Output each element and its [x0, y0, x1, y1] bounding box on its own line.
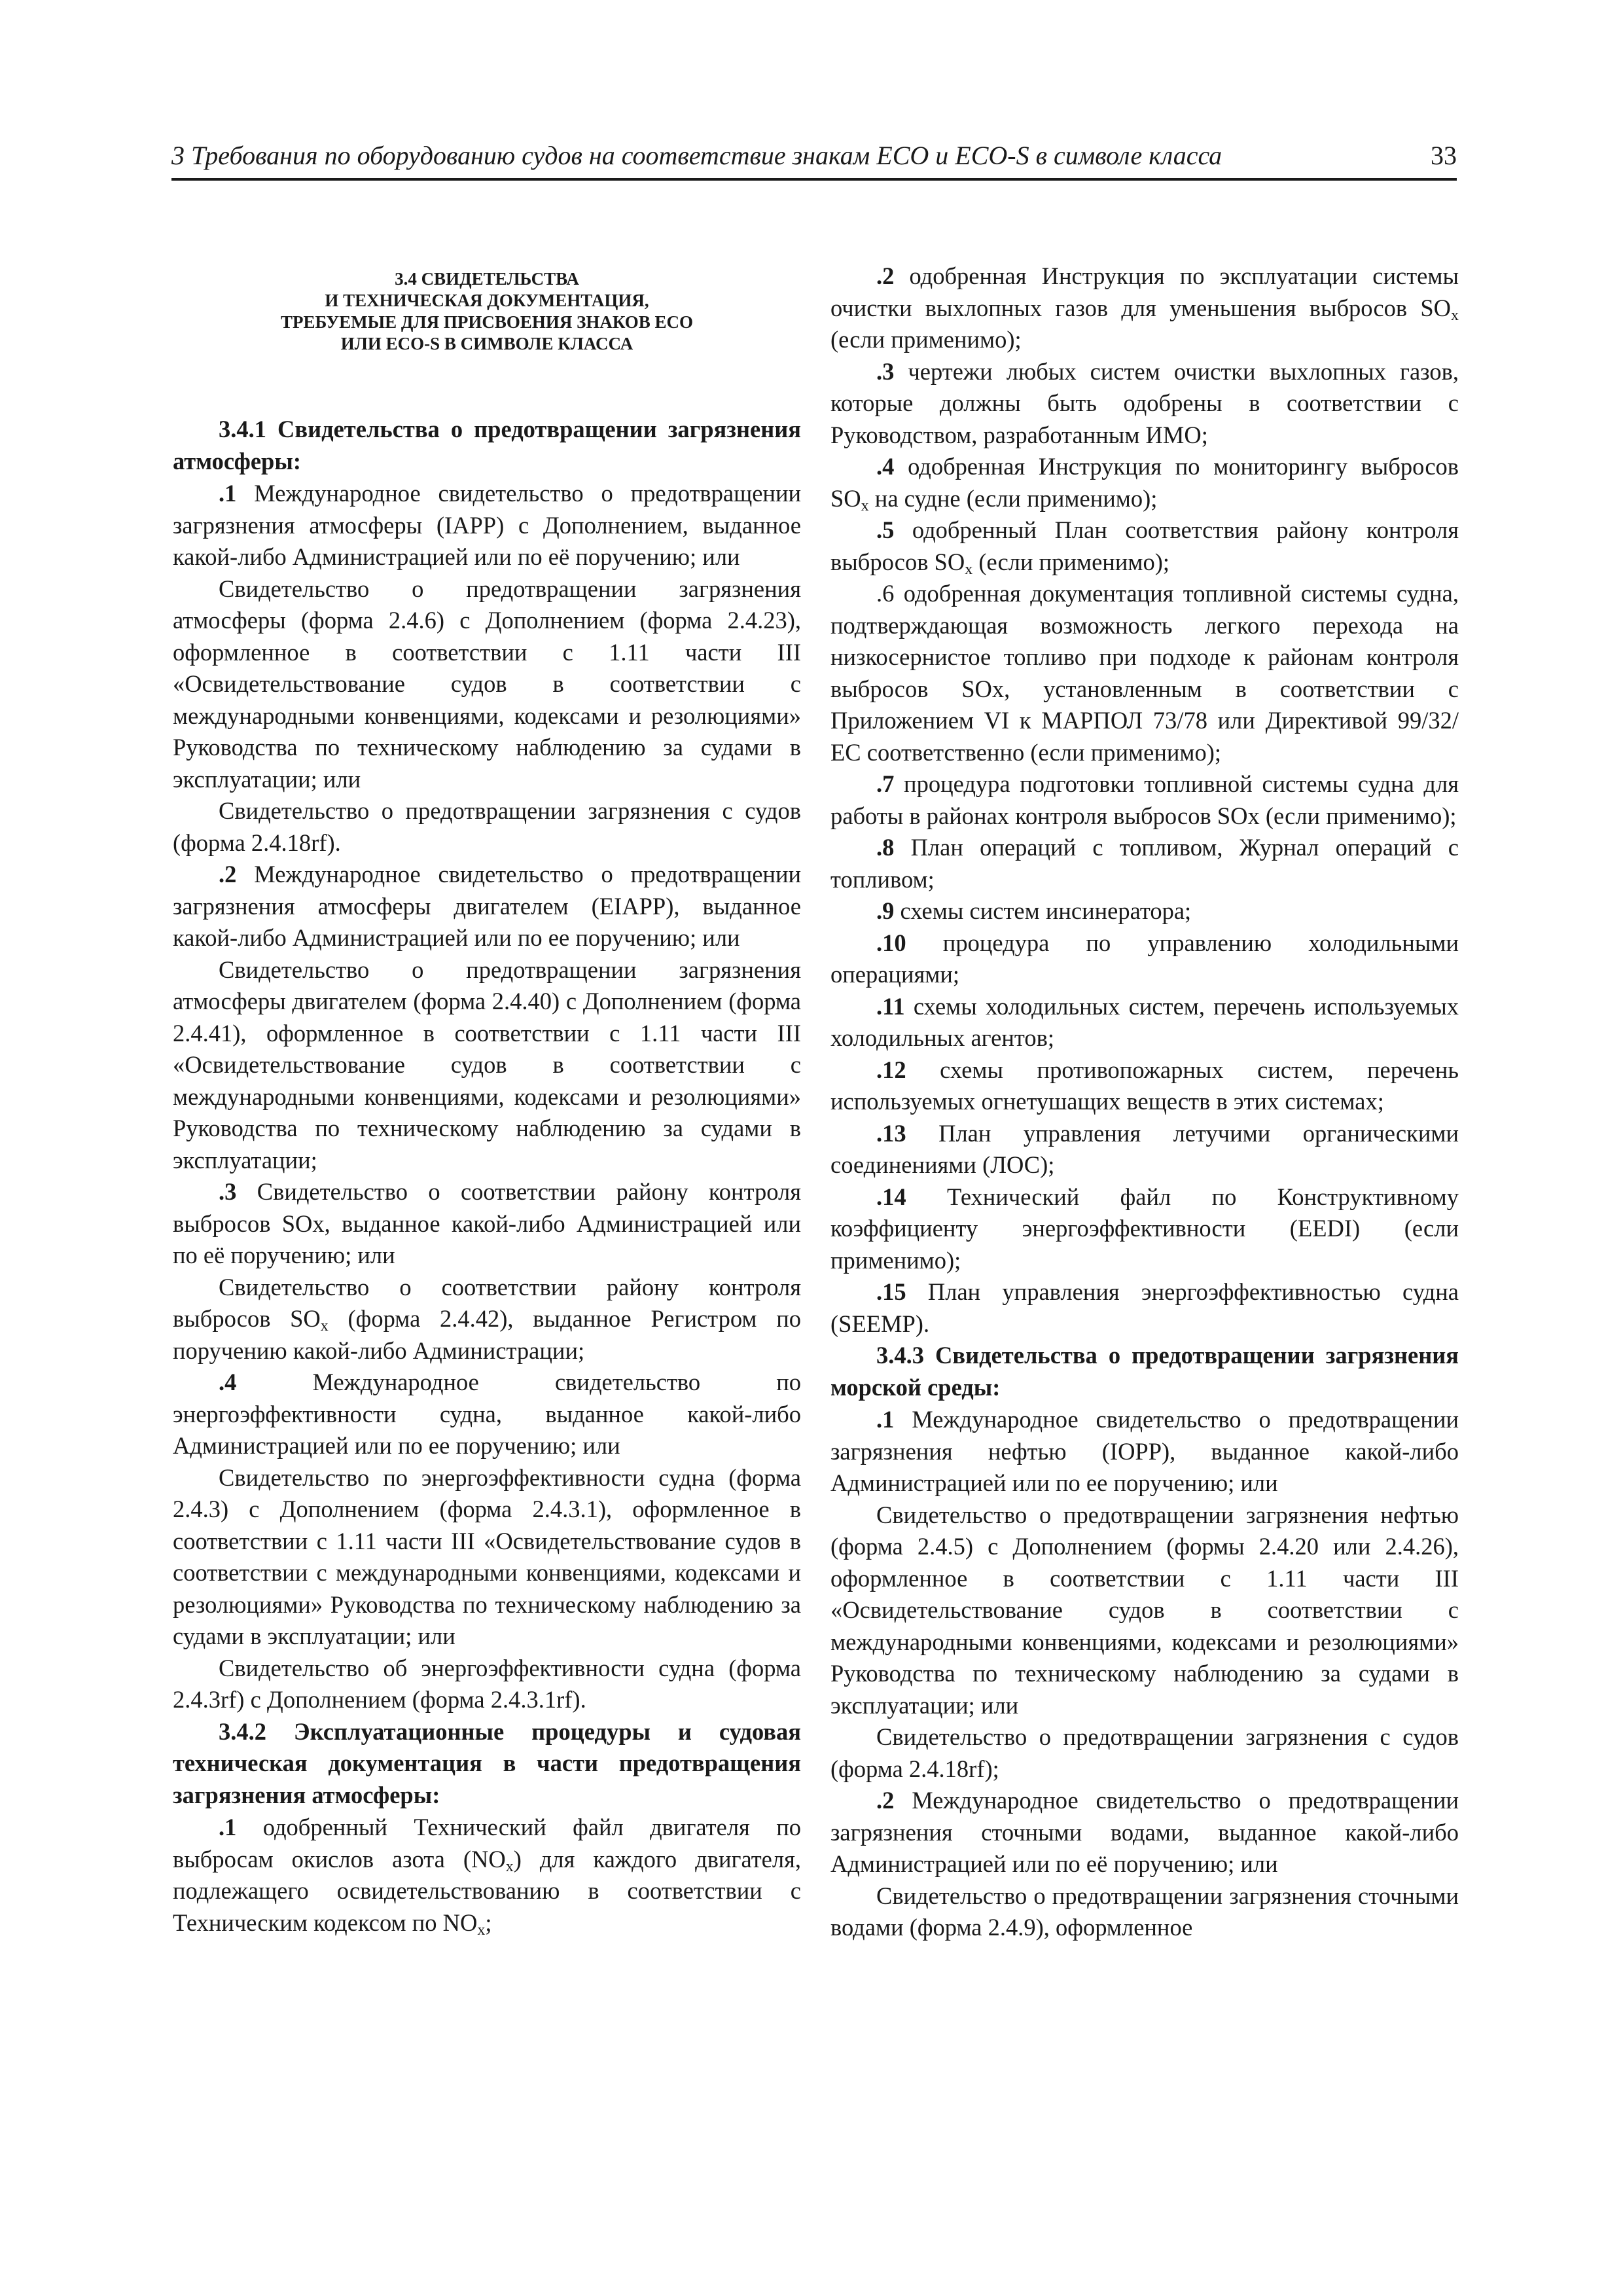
text-part: (если применимо); [830, 326, 1022, 353]
text-part: на судне (если применимо); [868, 484, 1158, 512]
item-text: План управления летучими органическими соединениями (ЛОС); [830, 1119, 1459, 1178]
item-text: схемы холодильных систем, перечень используемых холодильных агентов; [830, 992, 1459, 1051]
subsection-title: Свидетельства о предотвращении загрязнения атмосферы: [173, 416, 802, 475]
paragraph: Свидетельство о предотвращении загрязнения сточными водами (форма 2.4.9), оформленное [830, 1882, 1459, 1941]
page-number: 33 [1431, 141, 1457, 170]
item-text: процедура по управлению холодильными операциями; [830, 929, 1459, 988]
subscript: x [861, 497, 869, 514]
paragraph [830, 356, 1459, 452]
item-number: .15 [876, 1278, 906, 1305]
text-part: одобренная Инструкция по эксплуатации системы очистки выхлопных газов для уменьшения выбросов SO [830, 262, 1459, 321]
item-text: План управления энергоэффективностью судна (SEEMP). [830, 1278, 1459, 1337]
subscript: x [1451, 306, 1459, 324]
item-number: .8 [876, 834, 895, 861]
left-column [173, 260, 801, 1939]
item-text: Международное свидетельство о предотвращении загрязнения атмосферы двигателем (EIAPP), выданное какой-либо Администрацией или по ее поручению; или [173, 861, 802, 951]
paragraph [173, 478, 801, 573]
item-text: Свидетельство о соответствии району контроля выбросов SOx, выданное какой-либо Администрацией или по её поручению; или [173, 1178, 802, 1268]
paragraph [830, 1785, 1459, 1880]
paragraph [830, 451, 1459, 514]
section-title-line: 3.4 СВИДЕТЕЛЬСТВА [395, 269, 579, 289]
paragraph [830, 1404, 1459, 1499]
paragraph: Свидетельство по энергоэффективности судна (форма 2.4.3) с Дополнением (форма 2.4.3.1), оформленное в соответствии с 1.11 части III «Освидетельствование судов в соответствии с международными конвенциями, кодексами и резолюциями» Руководства по техническому наблюдению за судами в эксплуатации; или [173, 1463, 801, 1649]
paragraph [173, 1812, 801, 1939]
item-number: .10 [876, 929, 906, 956]
subscript: x [505, 1857, 514, 1875]
section-title-line: ИЛИ ECO-S В СИМВОЛЕ КЛАССА [340, 334, 633, 353]
item-text: схемы систем инсинератора; [900, 897, 1192, 924]
paragraph [830, 260, 1459, 356]
paragraph [173, 1367, 801, 1462]
text-part: ) для каждого двигателя, подлежащего освидетельствованию в соответствии с Техническим кодексом по NO [173, 1845, 801, 1936]
item-number: .11 [876, 992, 905, 1020]
item-number: .1 [219, 1814, 237, 1840]
subsection-number: 3.4.3 [876, 1342, 924, 1369]
text-part: (если применимо); [972, 548, 1170, 575]
text-part: ; [485, 1909, 492, 1936]
paragraph [173, 1176, 801, 1272]
item-text: Международное свидетельство о предотвращении загрязнения атмосферы (IAPP) с Дополнением, выданное какой-либо Администрацией или по её поручению; или [173, 480, 802, 570]
paragraph [830, 1054, 1459, 1118]
subsection-heading-3-4-2 [173, 1716, 801, 1812]
subsection-heading-3-4-3 [830, 1340, 1459, 1403]
paragraph [830, 927, 1459, 991]
item-number: .3 [219, 1178, 237, 1205]
subsection-number: 3.4.2 [219, 1717, 266, 1745]
text-part: одобренная Инструкция по мониторингу выбросов SO [830, 453, 1459, 512]
text-part: (форма 2.4.42), выданное Регистром по поручению какой-либо Администрации; [173, 1305, 801, 1364]
item-number: .4 [219, 1369, 237, 1395]
item-text: процедура подготовки топливной системы судна для работы в районах контроля выбросов SOx (если применимо); [830, 770, 1459, 829]
item-text: чертежи любых систем очистки выхлопных газов, которые должны быть одобрены в соответствии с Руководством, разработанным ИМО; [830, 357, 1459, 448]
text-part: одобренный План соответствия району контроля выбросов SO [830, 516, 1459, 575]
subsection-number: 3.4.1 [219, 416, 266, 442]
paragraph: Свидетельство о предотвращении загрязнения атмосферы (форма 2.4.6) с Дополнением (форма 2.4.23), оформленное в соответствии с 1.11 части III «Освидетельствование судов в соответствии с международными конвенциями, кодексами и резолюциями» Руководства по техническому наблюдению за судами в эксплуатации; или [173, 575, 801, 793]
item-number: .9 [876, 897, 895, 924]
subsection-title: Эксплуатационные процедуры и судовая техническая документация в части предотвращения загрязнения атмосферы: [173, 1717, 801, 1808]
item-number: .5 [876, 516, 895, 543]
item-number: .7 [876, 770, 895, 797]
right-column [830, 260, 1459, 1944]
item-number: .2 [876, 1787, 895, 1814]
item-text: Международное свидетельство о предотвращении загрязнения сточными водами, выданное какой-либо Администрацией или по её поручению; или [830, 1787, 1459, 1877]
section-title [173, 268, 801, 355]
item-text: План операций с топливом, Журнал операций с топливом; [830, 834, 1459, 893]
item-number: .2 [876, 262, 895, 289]
item-number: .1 [876, 1406, 895, 1433]
paragraph: .6 одобренная документация топливной системы судна, подтверждающая возможность легкого перехода на низкосернистое топливо при подходе к районам контроля выбросов SOx, установленным в соответствии с Приложением VI к МАРПОЛ 73/78 или Директивой 99/32/ЕС соответственно (если применимо); [830, 580, 1459, 766]
item-number: .1 [219, 480, 237, 507]
item-number: .4 [876, 453, 895, 480]
text-part: одобренный Технический файл двигателя по выбросам окислов азота (NO [173, 1814, 801, 1873]
item-number: .3 [876, 357, 895, 385]
subsection-heading-3-4-1 [173, 414, 801, 477]
paragraph: Свидетельство о предотвращении загрязнения нефтью (форма 2.4.5) с Дополнением (формы 2.4.20 или 2.4.26), оформленное в соответствии с 1.11 части III «Освидетельствование судов в соответствии с международными конвенциями, кодексами и резолюциями» Руководства по техническому наблюдению за судами в эксплуатации; или [830, 1501, 1459, 1719]
item-number: .13 [876, 1119, 906, 1147]
subscript: x [965, 560, 973, 578]
paragraph: Свидетельство об энергоэффективности судна (форма 2.4.3rf) с Дополнением (форма 2.4.3.1rf). [173, 1654, 801, 1713]
subsection-title: Свидетельства о предотвращении загрязнения морской среды: [830, 1342, 1459, 1401]
paragraph: Свидетельство о предотвращении загрязнения атмосферы двигателем (форма 2.4.40) с Дополнением (форма 2.4.41), оформленное в соответствии с 1.11 части III «Освидетельствование судов в соответствии с международными конвенциями, кодексами и резолюциями» Руководства по техническому наблюдению за судами в эксплуатации; [173, 956, 801, 1174]
running-header [171, 140, 1457, 181]
paragraph [173, 859, 801, 954]
running-header-title: 3 Требования по оборудованию судов на соответствие знакам ECO и ECO-S в символе класса [171, 141, 1222, 170]
item-text: Технический файл по Конструктивному коэффициенту энергоэффективности (EEDI) (если применимо); [830, 1183, 1459, 1274]
paragraph [173, 1272, 801, 1367]
text-part: Свидетельство о соответствии району контроля выбросов SO [173, 1273, 801, 1332]
paragraph [830, 991, 1459, 1054]
paragraph [830, 1181, 1459, 1277]
paragraph [830, 895, 1459, 927]
section-title-line: И ТЕХНИЧЕСКАЯ ДОКУМЕНТАЦИЯ, [325, 291, 649, 310]
section-title-line: ТРЕБУЕМЫЕ ДЛЯ ПРИСВОЕНИЯ ЗНАКОВ ECO [280, 312, 694, 332]
paragraph: Свидетельство о предотвращении загрязнения с судов (форма 2.4.18rf); [830, 1723, 1459, 1782]
item-text: Международное свидетельство о предотвращении загрязнения нефтью (IOPP), выданное какой-либо Администрацией или по ее поручению; или [830, 1406, 1459, 1496]
paragraph [830, 1118, 1459, 1181]
paragraph [830, 832, 1459, 895]
item-text: схемы противопожарных систем, перечень используемых огнетушащих веществ в этих системах; [830, 1056, 1459, 1115]
item-text: Международное свидетельство по энергоэффективности судна, выданное какой-либо Администрацией или по ее поручению; или [173, 1369, 801, 1459]
paragraph [830, 768, 1459, 832]
item-number: .2 [219, 861, 237, 888]
paragraph: Свидетельство о предотвращении загрязнения с судов (форма 2.4.18rf). [173, 797, 801, 856]
paragraph [830, 514, 1459, 578]
paragraph [830, 1276, 1459, 1340]
subscript: x [477, 1921, 486, 1939]
subscript: x [320, 1318, 329, 1335]
item-number: .12 [876, 1056, 906, 1083]
item-number: .14 [876, 1183, 906, 1210]
